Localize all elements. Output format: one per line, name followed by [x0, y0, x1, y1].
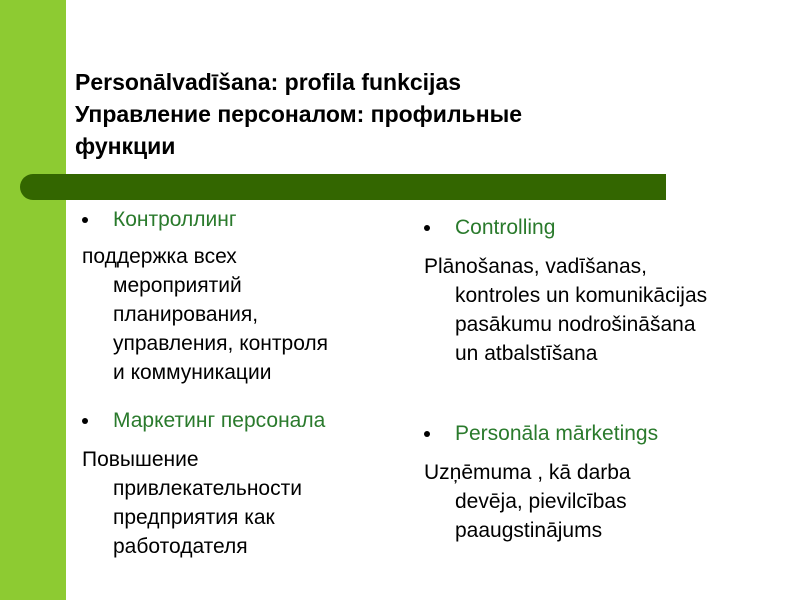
- right-para2-line: devēja, pievilcības: [455, 490, 627, 513]
- bullet-dot-icon: [82, 217, 88, 223]
- left-paragraph-marketing: [82, 445, 302, 561]
- left-para2-line: предприятия как: [113, 506, 275, 529]
- bullet-dot-icon: [82, 418, 88, 424]
- title-line-3: функции: [75, 133, 176, 159]
- bullet-dot-icon: [424, 225, 430, 231]
- left-para1-line: планирования,: [113, 303, 259, 326]
- left-para1-line: поддержка всех: [82, 245, 237, 268]
- left-para2-line: привлекательности: [113, 477, 302, 500]
- left-para2-line: Повышение: [82, 448, 199, 471]
- right-paragraph-marketing: [424, 458, 631, 545]
- right-para1-line: pasākumu nodrošināšana: [455, 313, 696, 336]
- right-para2-line: paaugstinājums: [455, 519, 603, 542]
- left-paragraph-controlling: [82, 242, 328, 387]
- left-bullet-marketing-label: Маркетинг персонала: [113, 409, 326, 432]
- bullet-dot-icon: [424, 431, 430, 437]
- right-bullet-controlling-label: Controlling: [455, 216, 556, 239]
- title-divider-bar: [20, 174, 666, 200]
- left-para2-line: работодателя: [113, 535, 248, 558]
- left-bullet-controlling-label: Контроллинг: [113, 208, 237, 231]
- left-para1-line: мероприятий: [113, 274, 242, 297]
- right-para2-line: Uzņēmuma , kā darba: [424, 461, 631, 484]
- title-line-1: Personālvadīšana: profila funkcijas: [75, 69, 462, 95]
- right-para1-line: Plānošanas, vadīšanas,: [424, 255, 647, 278]
- title-line-2: Управление персоналом: профильные: [75, 101, 523, 127]
- right-paragraph-controlling: [424, 252, 707, 368]
- slide-title: [75, 66, 775, 162]
- right-para1-line: kontroles un komunikācijas: [455, 284, 708, 307]
- left-para1-line: управления, контроля: [113, 332, 329, 355]
- right-bullet-marketing-label: Personāla mārketings: [455, 422, 659, 445]
- right-para1-line: un atbalstīšana: [455, 342, 598, 365]
- left-para1-line: и коммуникации: [113, 361, 272, 384]
